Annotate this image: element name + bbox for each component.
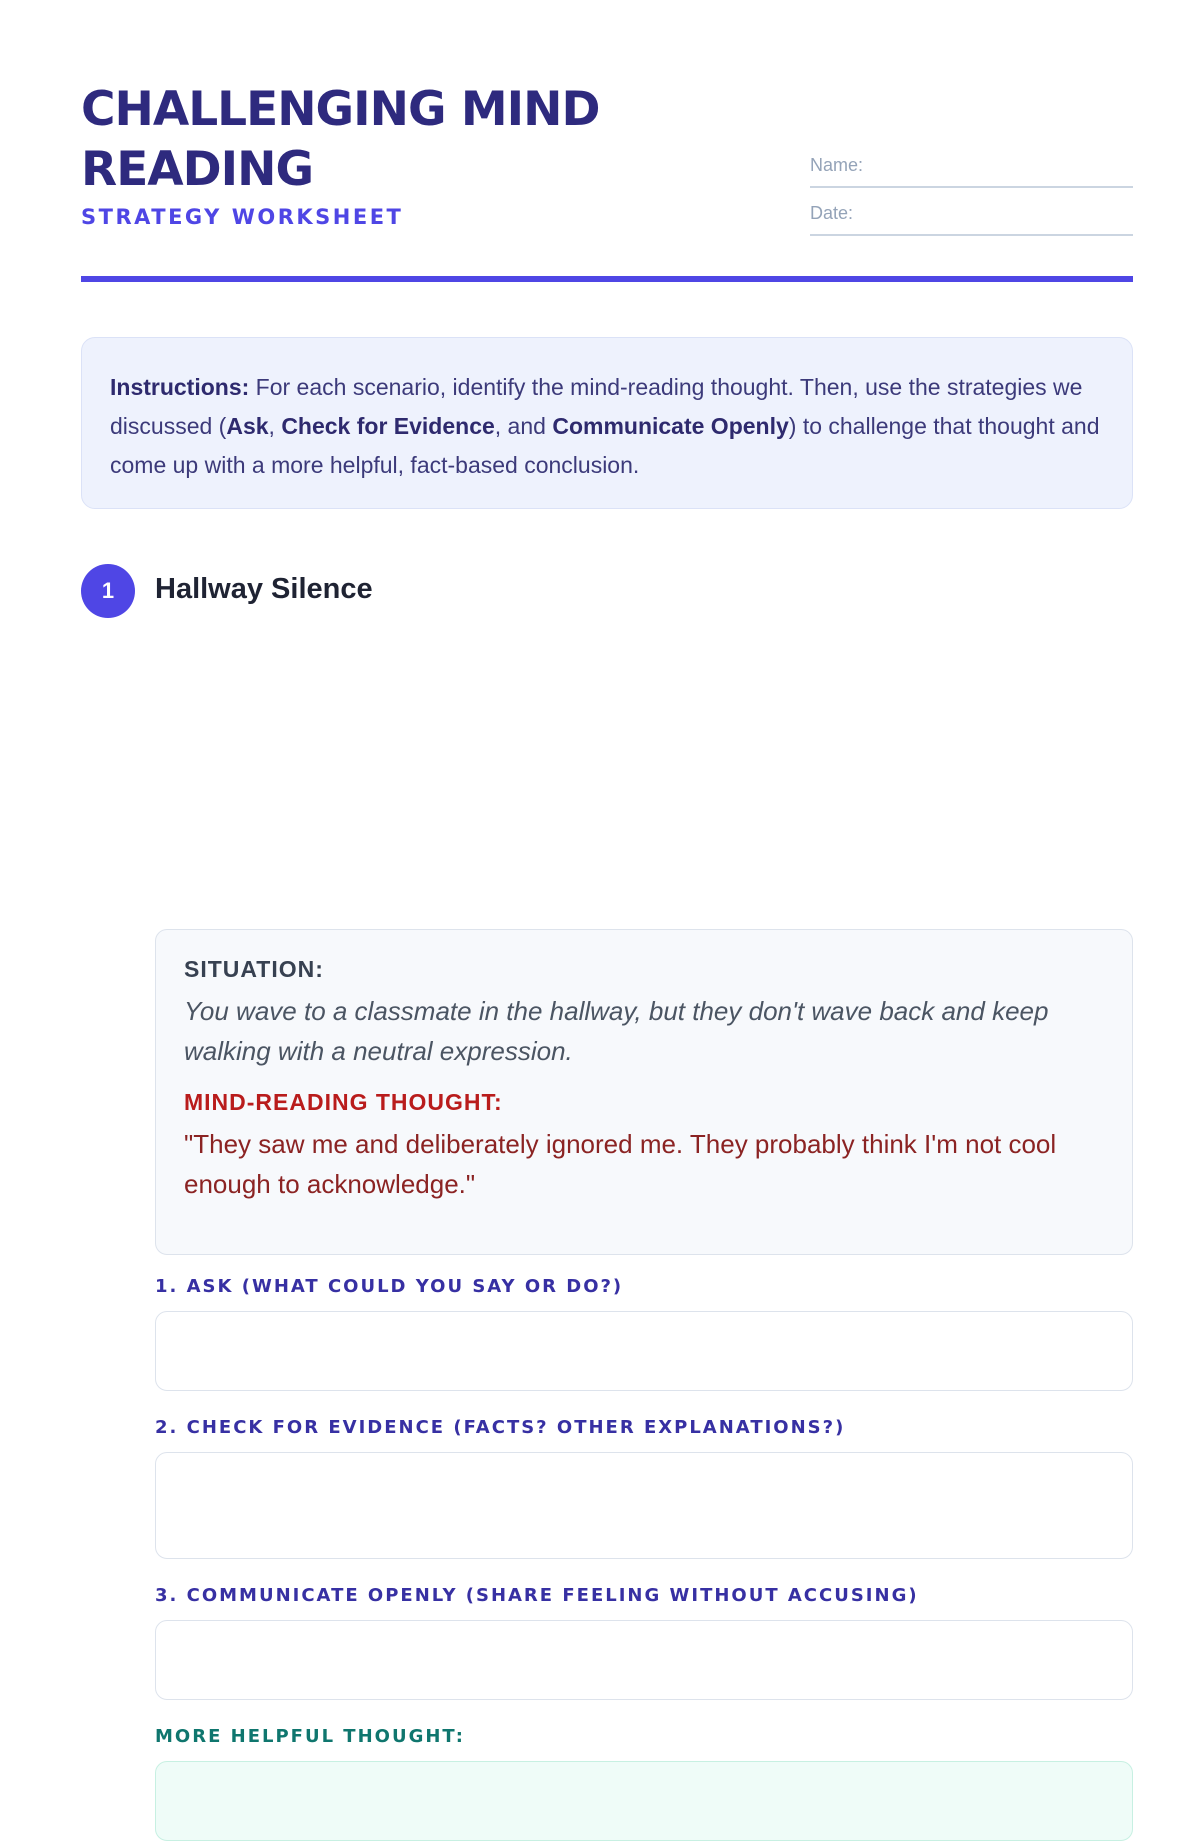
date-field[interactable]: Date:: [810, 196, 1133, 236]
instructions-box: [81, 337, 1133, 509]
instructions-sep-2: , and: [494, 413, 553, 439]
worksheet-header: [81, 0, 1133, 284]
header-divider: [81, 276, 1133, 282]
situation-box: [155, 929, 1133, 1255]
strategy-ask: Ask: [226, 413, 269, 439]
strategy-check-evidence: Check for Evidence: [281, 413, 495, 439]
communicate-answer-field[interactable]: [155, 1620, 1133, 1700]
instructions-text-1: For each scenario, identify the mind-reading thought. Then, use the strategies we discussed (: [110, 374, 1083, 439]
instructions-lead: Instructions:: [110, 374, 250, 400]
instructions-sep-1: ,: [268, 413, 282, 439]
communicate-question-label: 3. COMMUNICATE OPENLY (SHARE FEELING WITHOUT ACCUSING): [155, 1585, 919, 1606]
evidence-answer-field[interactable]: [155, 1452, 1133, 1559]
name-field[interactable]: Name:: [810, 148, 1133, 188]
page-title: CHALLENGING MIND READING: [81, 82, 600, 197]
ask-question-label: 1. ASK (WHAT COULD YOU SAY OR DO?): [155, 1276, 624, 1297]
meta-fields: [810, 148, 1133, 244]
situation-text: You wave to a classmate in the hallway, but they don't wave back and keep walking with a neutral expression.: [184, 996, 1049, 1066]
helpful-thought-field[interactable]: [155, 1761, 1133, 1841]
situation-label: SITUATION:: [184, 956, 324, 982]
mind-reading-text: "They saw me and deliberately ignored me. They probably think I'm not cool enough to acknowledge.": [184, 1129, 1057, 1199]
page-subtitle: STRATEGY WORKSHEET: [81, 205, 404, 229]
mind-reading-label: MIND-READING THOUGHT:: [184, 1089, 503, 1115]
helpful-thought-label: MORE HELPFUL THOUGHT:: [155, 1726, 465, 1747]
worksheet-page: [81, 0, 1133, 1747]
evidence-question-label: 2. CHECK FOR EVIDENCE (FACTS? OTHER EXPLANATIONS?): [155, 1417, 846, 1438]
instructions-text-2: ) to challenge that thought and come up with a more helpful, fact-based conclusion.: [110, 413, 1100, 478]
ask-answer-field[interactable]: [155, 1311, 1133, 1391]
strategy-communicate: Communicate Openly: [552, 413, 789, 439]
scenario-number-badge: 1: [81, 564, 135, 618]
scenario-title: Hallway Silence: [155, 573, 373, 605]
